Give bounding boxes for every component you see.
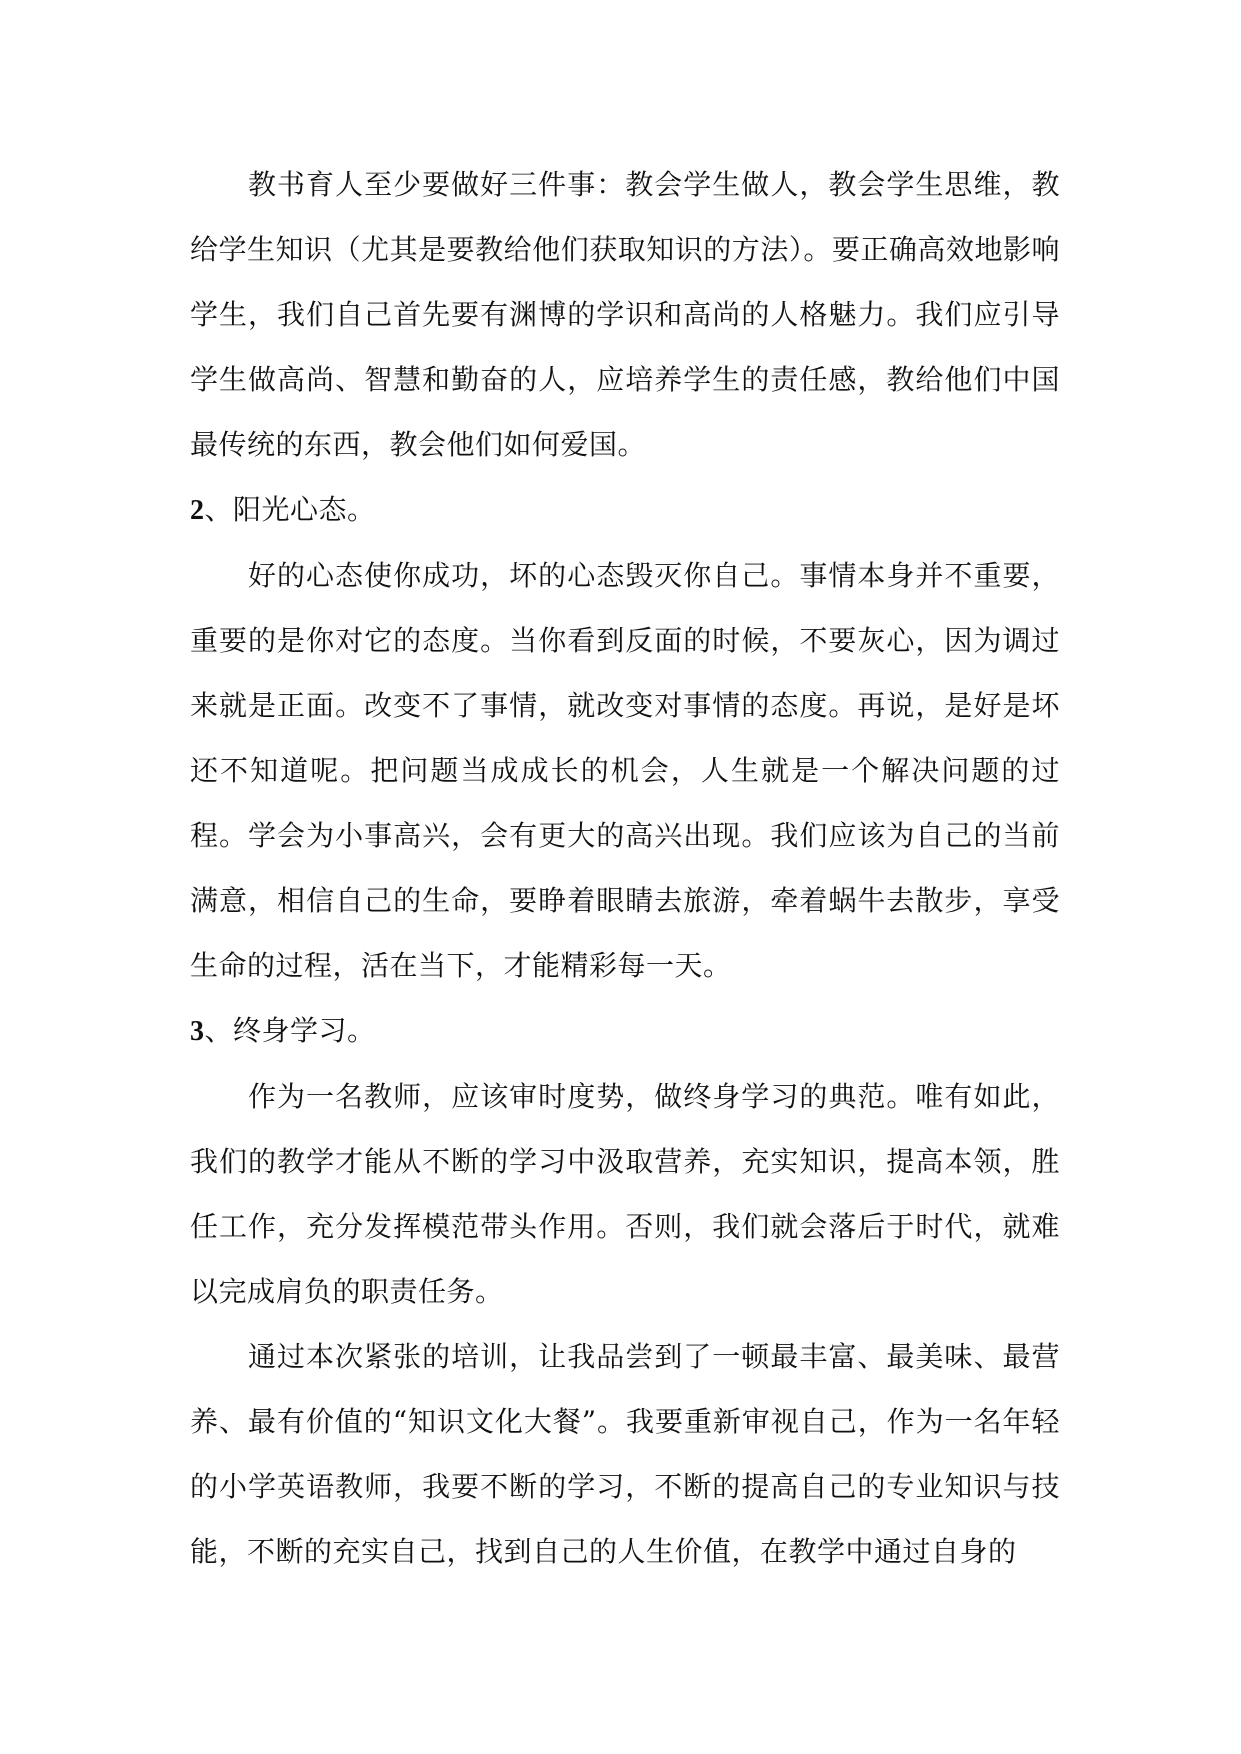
section-heading-lifelong-learning — [190, 998, 1060, 1064]
section-heading-sunny-mindset — [190, 477, 1060, 543]
document-body — [190, 152, 1060, 1584]
paragraph-teaching-duties: 教书育人至少要做好三件事：教会学生做人，教会学生思维，教给学生知识（尤其是要教给他们获取知识的方法）。要正确高效地影响学生，我们自己首先要有渊博的学识和高尚的人格魅力。我们应引导学生做高尚、智慧和勤奋的人，应培养学生的责任感，教给他们中国最传统的东西，教会他们如何爱国。 — [190, 168, 1060, 461]
section-title: 、终身学习。 — [204, 1014, 376, 1047]
section-title: 、阳光心态。 — [204, 493, 376, 526]
section-number: 2 — [190, 495, 205, 526]
paragraph-training-reflection: 通过本次紧张的培训，让我品尝到了一顿最丰富、最美味、最营养、最有价值的“知识文化大餐”。我要重新审视自己，作为一名年轻的小学英语教师，我要不断的学习，不断的提高自己的专业知识与技能，不断的充实自己，找到自己的人生价值，在教学中通过自身的 — [190, 1340, 1060, 1568]
paragraph-lifelong-learning: 作为一名教师，应该审时度势，做终身学习的典范。唯有如此，我们的教学才能从不断的学习中汲取营养，充实知识，提高本领，胜任工作，充分发挥模范带头作用。否则，我们就会落后于时代，就难以完成肩负的职责任务。 — [190, 1080, 1060, 1308]
section-number: 3 — [190, 1016, 205, 1047]
paragraph-sunny-mindset: 好的心态使你成功，坏的心态毁灭你自己。事情本身并不重要，重要的是你对它的态度。当你看到反面的时候，不要灰心，因为调过来就是正面。改变不了事情，就改变对事情的态度。再说，是好是坏还不知道呢。把问题当成成长的机会，人生就是一个解决问题的过程。学会为小事高兴，会有更大的高兴出现。我们应该为自己的当前满意，相信自己的生命，要睁着眼睛去旅游，牵着蜗牛去散步，享受生命的过程，活在当下，才能精彩每一天。 — [190, 559, 1060, 982]
